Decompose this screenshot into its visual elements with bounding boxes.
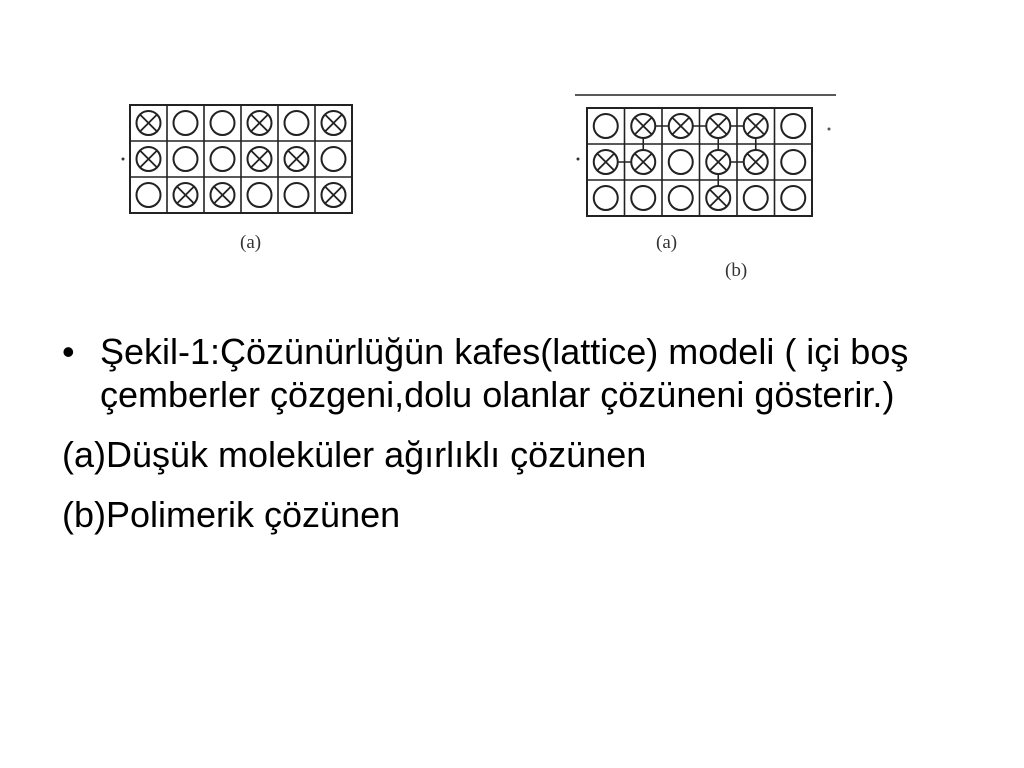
lattice-b-caption-a: (a) [656, 232, 678, 253]
lattice-figure [0, 0, 1024, 300]
solvent-circle [248, 183, 272, 207]
solvent-circle [285, 183, 309, 207]
speck-left-b [577, 158, 580, 161]
solvent-circle [669, 186, 693, 210]
solvent-circle [211, 111, 235, 135]
solvent-circle [594, 186, 618, 210]
lattice-b-grid [587, 108, 812, 216]
solvent-circle [211, 147, 235, 171]
line-low-molecular-solute: (a)Düşük moleküler ağırlıklı çözünen [62, 434, 647, 475]
speck-right-b [828, 128, 831, 131]
solvent-circle [781, 186, 805, 210]
lattice-b-caption-b: (b) [725, 260, 748, 281]
lattice-a-caption: (a) [240, 232, 262, 253]
line-polymeric-solute: (b)Polimerik çözünen [62, 494, 401, 535]
solvent-circle [285, 111, 309, 135]
bullet-item [62, 330, 982, 416]
bullet-dot: • [62, 331, 75, 372]
solvent-circle [781, 114, 805, 138]
solvent-circle [631, 186, 655, 210]
solvent-circle [322, 147, 346, 171]
bullet-text: Şekil-1:Çözünürlüğün kafes(lattice) modeli ( içi boş çemberler çözgeni,dolu olanlar çözüneni gösterir.) [100, 331, 909, 415]
speck-left-a [122, 158, 125, 161]
solvent-circle [781, 150, 805, 174]
solvent-circle [137, 183, 161, 207]
solvent-circle [174, 111, 198, 135]
solvent-circle [744, 186, 768, 210]
solvent-circle [174, 147, 198, 171]
solvent-circle [594, 114, 618, 138]
solvent-circle [669, 150, 693, 174]
lattice-a-grid [130, 105, 352, 213]
slide-text [62, 330, 982, 536]
